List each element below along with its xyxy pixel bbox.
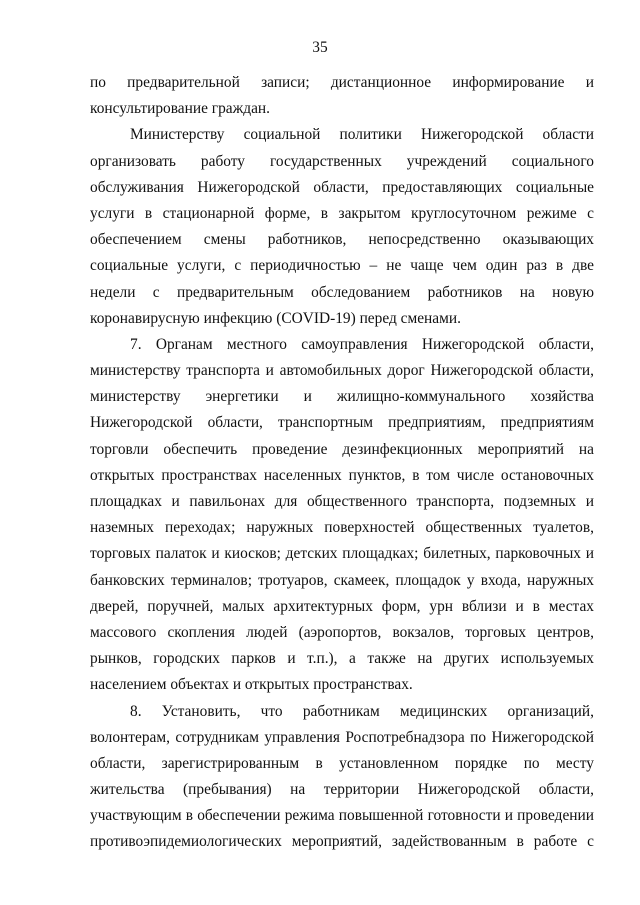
text-line: по предварительной записи; дистанционное информирование и bbox=[90, 74, 594, 91]
text-line: министерству энергетики и жилищно-коммунального хозяйства bbox=[90, 388, 594, 406]
text-line: дверей, поручней, малых архитектурных форм, урн вблизи и в местах bbox=[90, 597, 594, 615]
text-line: организовать работу государственных учреждений социального bbox=[90, 152, 594, 170]
text-line: коронавирусную инфекцию (COVID-19) перед сменами. bbox=[90, 309, 461, 327]
text-line: массового скопления людей (аэропортов, вокзалов, торговых центров, bbox=[90, 623, 594, 641]
text-line: министерству транспорта и автомобильных дорог Нижегородской области, bbox=[90, 362, 594, 380]
text-line: участвующим в обеспечении режима повышенной готовности и проведении bbox=[90, 807, 594, 825]
text-line: наземных переходах; наружных поверхностей общественных туалетов, bbox=[90, 519, 594, 537]
document-body bbox=[90, 70, 594, 856]
text-line: банковских терминалов; тротуаров, скамеек, площадок у входа, наружных bbox=[90, 571, 594, 589]
text-line: рынков, городских парков и т.п.), а также на других используемых bbox=[90, 650, 594, 668]
paragraph bbox=[90, 332, 594, 699]
text-line: недели с предварительным обследованием работников на новую bbox=[90, 283, 594, 301]
text-line: консультирование граждан. bbox=[90, 100, 271, 118]
text-line: противоэпидемиологических мероприятий, задействованным в работе с bbox=[90, 833, 594, 851]
page-number: 35 bbox=[312, 39, 328, 56]
text-line: торговли обеспечить проведение дезинфекционных мероприятий на bbox=[90, 440, 594, 458]
text-line: Министерству социальной политики Нижегородской области bbox=[130, 126, 594, 144]
text-line: площадках и павильонах для общественного транспорта, подземных и bbox=[90, 493, 594, 510]
text-line: населением объектах и открытых пространствах. bbox=[90, 676, 413, 694]
paragraph bbox=[90, 70, 594, 122]
text-line: 8. Установить, что работникам медицинских организаций, bbox=[130, 702, 594, 720]
text-line: обслуживания Нижегородской области, предоставляющих социальные bbox=[90, 178, 594, 196]
text-line: обеспечением смены работников, непосредственно оказывающих bbox=[90, 231, 594, 249]
text-line: услуги в стационарной форме, в закрытом круглосуточном режиме с bbox=[90, 204, 594, 222]
paragraph bbox=[90, 122, 594, 332]
text-line: жительства (пребывания) на территории Нижегородской области, bbox=[90, 781, 594, 799]
text-line: волонтерам, сотрудникам управления Роспотребнадзора по Нижегородской bbox=[90, 728, 594, 746]
text-line: социальные услуги, с периодичностью – не чаще чем один раз в две bbox=[90, 257, 594, 275]
text-line: Нижегородской области, транспортным предприятиям, предприятиям bbox=[90, 414, 594, 432]
text-line: открытых пространствах населенных пунктов, в том числе остановочных bbox=[90, 466, 594, 484]
paragraph bbox=[90, 699, 594, 856]
text-line: 7. Органам местного самоуправления Нижегородской области, bbox=[130, 335, 594, 353]
text-line: области, зарегистрированным в установленном порядке по месту bbox=[90, 754, 594, 772]
text-line: торговых палаток и киосков; детских площадках; билетных, парковочных и bbox=[90, 545, 594, 563]
